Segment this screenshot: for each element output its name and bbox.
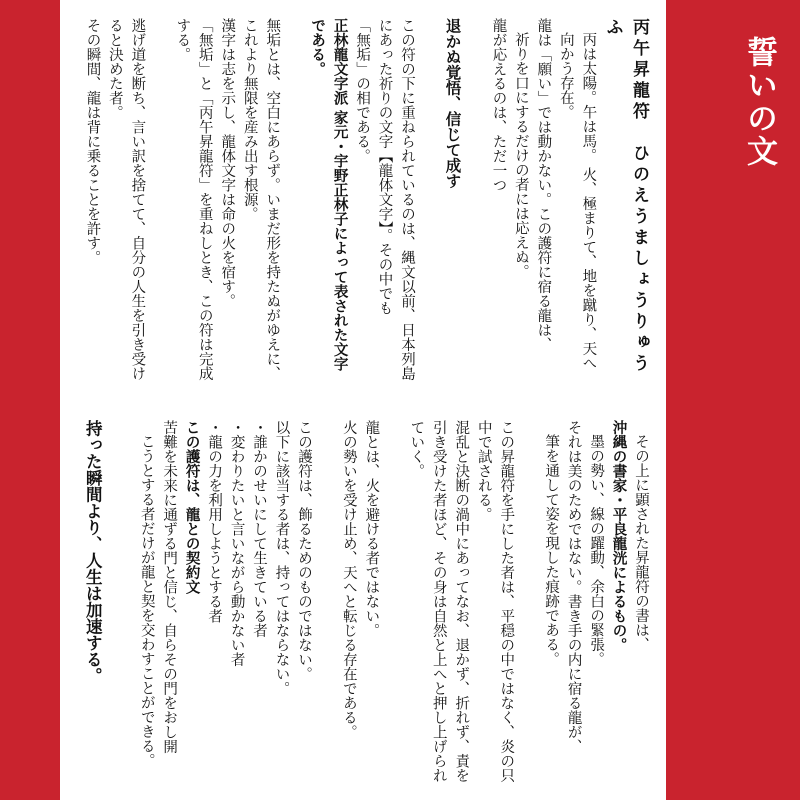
warning-item-1: ・誰かのせいにして生きている者 [251, 420, 268, 638]
top-paragraph-3a: 無垢とは、空白にあらず。いまだ形を持たぬがゆえに、これより無限を産み出す根源。 [241, 18, 281, 381]
warning-item-3: ・龍の力を利用しようとする者 [206, 420, 223, 623]
heading-resolve: 退かぬ覚悟、信じて成す [443, 18, 463, 189]
side-title: 誓いの文 [741, 36, 777, 168]
calligrapher-line: 沖縄の書家・平良龍洸によるもの。 [610, 420, 628, 652]
warning-line-1: この護符は、飾るためのものではない。 [295, 420, 312, 681]
bottom-paragraph-3b: 火の勢いを受け止め、天へと転じる存在である。 [340, 420, 357, 739]
warning-line-2: 以下に該当する者は、持ってはならない。 [273, 420, 290, 696]
bottom-paragraph-5b: こうとする者だけが龍と契を交わすことができる。 [138, 434, 155, 768]
bottom-paragraph-2a: この昇龍符を手にした者は、平穏の中ではなく、炎の只中で試される。 [475, 420, 515, 783]
author-line: 正林龍文字派 家元・宇野正林子によって表された文字である。 [309, 18, 349, 372]
top-paragraph-4b: その瞬間、龍は背に乗ることを許す。 [84, 18, 101, 265]
title-text: 丙午昇龍符 [629, 18, 649, 123]
title-reading: ひのえうましょうりゅうふ [602, 18, 649, 375]
bottom-paragraph-5a: 苦難を未来に通ずる門と信じ、自らその門をおし開 [161, 420, 178, 754]
top-paragraph-3b: 漢字は志を示し、龍体文字は命の火を宿す。 [219, 18, 236, 308]
top-paragraph-1a: 丙は太陽。午は馬。 火、極まりて、地を蹴り、天へ向かう存在。 [557, 32, 597, 371]
bottom-paragraph-1a: その上に顕された昇龍符の書は、 [633, 434, 649, 652]
bottom-paragraph-1c: 墨の勢い、線の躍動、余白の緊張。 [588, 434, 605, 666]
top-paragraph-2a: この符の下に重ねられているのは、縄文以前、日本列島にあった祈りの文字【龍体文字】。その中でも [376, 18, 416, 381]
top-paragraph-1b: 龍は「願い」では動かない。この護符に宿る龍は、 [535, 18, 552, 352]
top-paragraph-3c: 「無垢」と「丙午昇龍符」を重ねしとき、この符は完成する。 [174, 18, 213, 381]
bottom-paragraph-2b: 混乱と決断の渦中にあってなお、退かず、折れず、責を引き受けた者ほど、その身は自然と上へと押し上げられていく。 [408, 420, 470, 783]
top-paragraph-1d: 龍が応えるのは、ただ一つ [490, 18, 507, 192]
top-paragraph-1c: 祈りを口にするだけの者には応えぬ。 [512, 32, 529, 279]
lower-section [60, 420, 666, 792]
upper-section [60, 18, 666, 382]
top-paragraph-2b: 「無垢」の相である。 [354, 18, 371, 163]
top-paragraph-4a: 逃げ道を断ち、言い訳を捨てて、自分の人生を引き受けると決めた者。 [106, 18, 146, 381]
closing-statement: 持った瞬間より、人生は加速する。 [83, 420, 103, 684]
bottom-paragraph-3a: 龍とは、火を避ける者ではない。 [363, 420, 380, 638]
paper-panel [60, 0, 666, 800]
warning-item-2: ・変わりたいと言いながら動かない者 [228, 420, 245, 667]
bottom-paragraph-1d: それは美のためではない。書き手の内に宿る龍が、 [565, 420, 582, 754]
talisman-title [599, 18, 652, 382]
bottom-paragraph-1e: 筆を通して姿を現した痕跡である。 [543, 434, 560, 666]
contract-heading: この護符は、龍との契約文 [183, 420, 201, 594]
